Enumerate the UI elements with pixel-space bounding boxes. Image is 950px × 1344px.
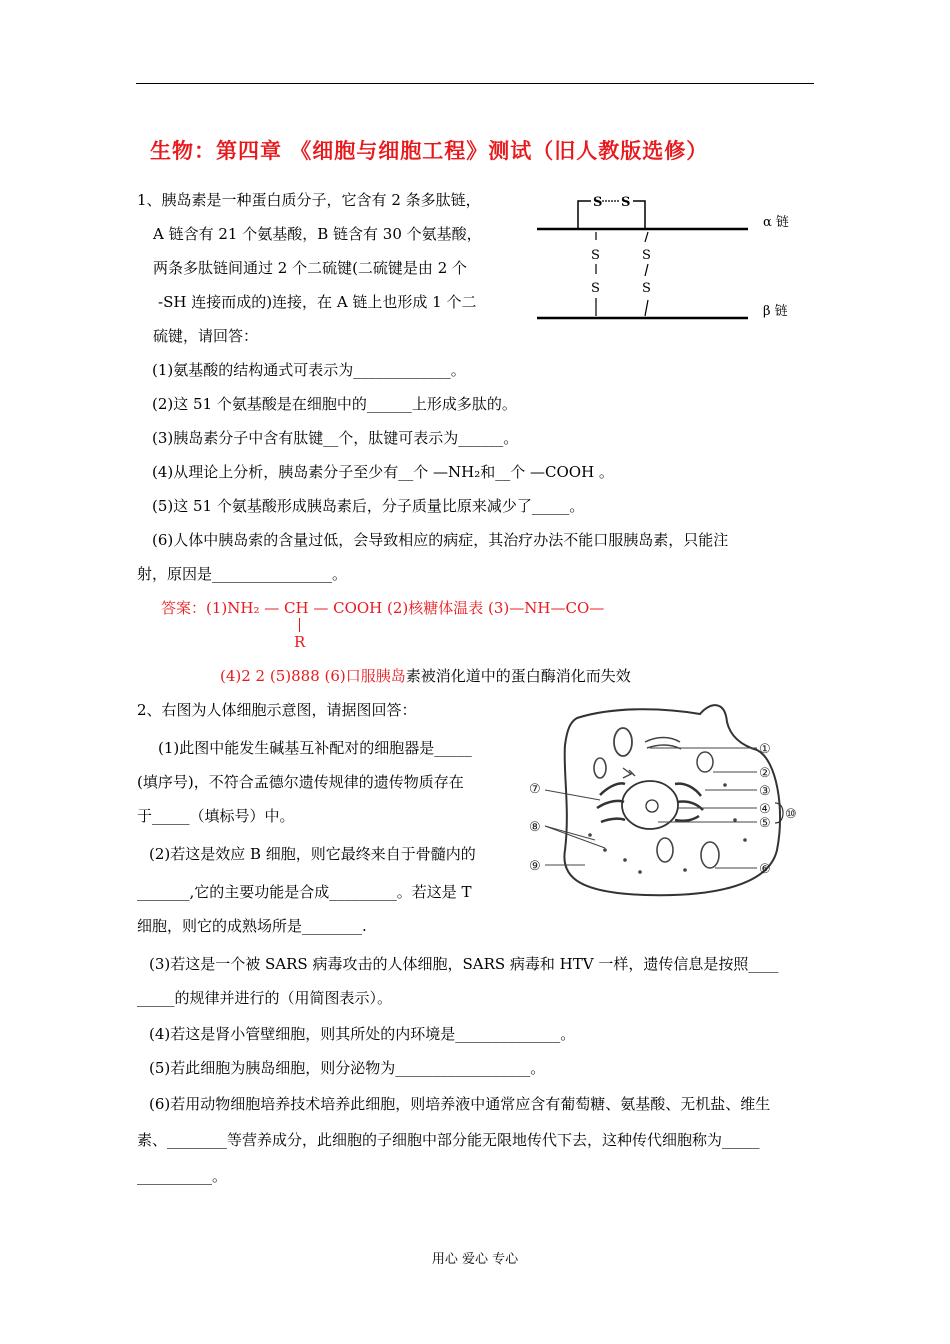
q2-line: 于_____（填标号）中。 [137, 807, 295, 825]
q1-stem-line: 1、胰岛素是一种蛋白质分子，它含有 2 条多肽链， [137, 191, 481, 209]
cell-label-4: ④ [759, 802, 771, 817]
answer-black-part: 素被消化道中的蛋白酶消化而失效 [405, 667, 631, 685]
q2-line: (填序号)，不符合孟德尔遗传规律的遗传物质存在 [137, 773, 464, 791]
cell-label-10: ⑩ [785, 807, 797, 822]
q1-stem-line: 两条多肽链间通过 2 个二硫键(二硫键是由 2 个 [153, 259, 468, 277]
r-bond [299, 618, 300, 632]
q2-line: (1)此图中能发生碱基互补配对的细胞器是_____ [158, 739, 472, 757]
disulfide-s-label: S [593, 195, 603, 210]
q2-line: 细胞，则它的成熟场所是________. [137, 917, 367, 935]
disulfide-s-label: S [591, 281, 600, 296]
q1-sub-6-cont: 射，原因是________________。 [137, 565, 348, 583]
q1-answer-line1: 答案：(1)NH₂ — CH — COOH (2)核糖体温表 (3)—NH—CO— [161, 599, 605, 617]
q2-line: (4)若这是肾小管壁细胞，则其所处的内环境是______________。 [149, 1025, 576, 1043]
q2-line: (2)若这是效应 B 细胞，则它最终来自于骨髓内的 [149, 845, 476, 863]
q2-line: _______,它的主要功能是合成_________。若这是 T [137, 883, 472, 901]
q1-answer-r: R [294, 633, 306, 651]
q2-line: (5)若此细胞为胰岛细胞，则分泌物为__________________。 [149, 1059, 546, 1077]
q1-stem-line: A 链含有 21 个氨基酸，B 链含有 30 个氨基酸， [153, 225, 482, 243]
q1-sub-2: (2)这 51 个氨基酸是在细胞中的______上形成多肽的。 [152, 395, 517, 413]
disulfide-s-label: S [591, 248, 600, 263]
cell-label-7: ⑦ [529, 782, 541, 797]
beta-chain-label: β 链 [763, 304, 788, 319]
q1-stem-line: -SH 连接而成的)连接，在 A 链上也形成 1 个二 [158, 293, 477, 311]
page-title: 生物：第四章 《细胞与细胞工程》测试（旧人教版选修） [150, 138, 709, 163]
top-rule [136, 83, 814, 84]
page-footer: 用心 爱心 专心 [431, 1252, 519, 1267]
q2-stem: 2、右图为人体细胞示意图，请据图回答： [137, 701, 417, 719]
q1-sub-3: (3)胰岛素分子中含有肽键__个，肽键可表示为______。 [152, 429, 519, 447]
q1-stem-line: 硫键，请回答： [153, 327, 259, 345]
q1-sub-4: (4)从理论上分析，胰岛素分子至少有__个 —NH₂和__个 —COOH 。 [152, 463, 614, 481]
disulfide-s-label: S [621, 195, 631, 210]
q1-sub-1: (1)氨基酸的结构通式可表示为_____________。 [152, 361, 466, 379]
q1-sub-5: (5)这 51 个氨基酸形成胰岛素后，分子质量比原来减少了_____。 [152, 497, 585, 515]
q2-line: 素、________等营养成分，此细胞的子细胞中部分能无限地传代下去，这种传代细胞称为_____ [137, 1131, 760, 1149]
answer-red-part: (4)2 2 (5)888 (6)口服胰岛 [220, 667, 406, 685]
cell-label-3: ③ [759, 784, 771, 799]
q2-line: (6)若用动物细胞培养技术培养此细胞，则培养液中通常应含有葡萄糖、氨基酸、无机盐、维生 [149, 1095, 771, 1113]
q1-sub-6: (6)人体中胰岛索的含量过低，会导致相应的病症，其治疗办法不能口服胰岛素，只能注 [152, 531, 729, 549]
q1-answer-line2 [220, 666, 631, 686]
cell-label-8: ⑧ [529, 820, 541, 835]
insulin-diagram [535, 188, 805, 328]
q2-line: _____的规律并进行的（用简图表示）。 [137, 989, 393, 1007]
cell-label-1: ① [759, 742, 771, 757]
q2-line: (3)若这是一个被 SARS 病毒攻击的人体细胞，SARS 病毒和 HTV 一样，遗传信息是按照____ [149, 955, 779, 973]
disulfide-s-label: S [642, 281, 651, 296]
cell-label-2: ② [759, 766, 771, 781]
disulfide-s-label: S [642, 248, 651, 263]
q2-line: __________。 [137, 1167, 228, 1185]
cell-label-6: ⑥ [759, 862, 771, 877]
alpha-chain-label: α 链 [763, 215, 789, 230]
cell-label-5: ⑤ [759, 816, 771, 831]
cell-label-9: ⑨ [529, 859, 541, 874]
cell-diagram [525, 700, 810, 900]
